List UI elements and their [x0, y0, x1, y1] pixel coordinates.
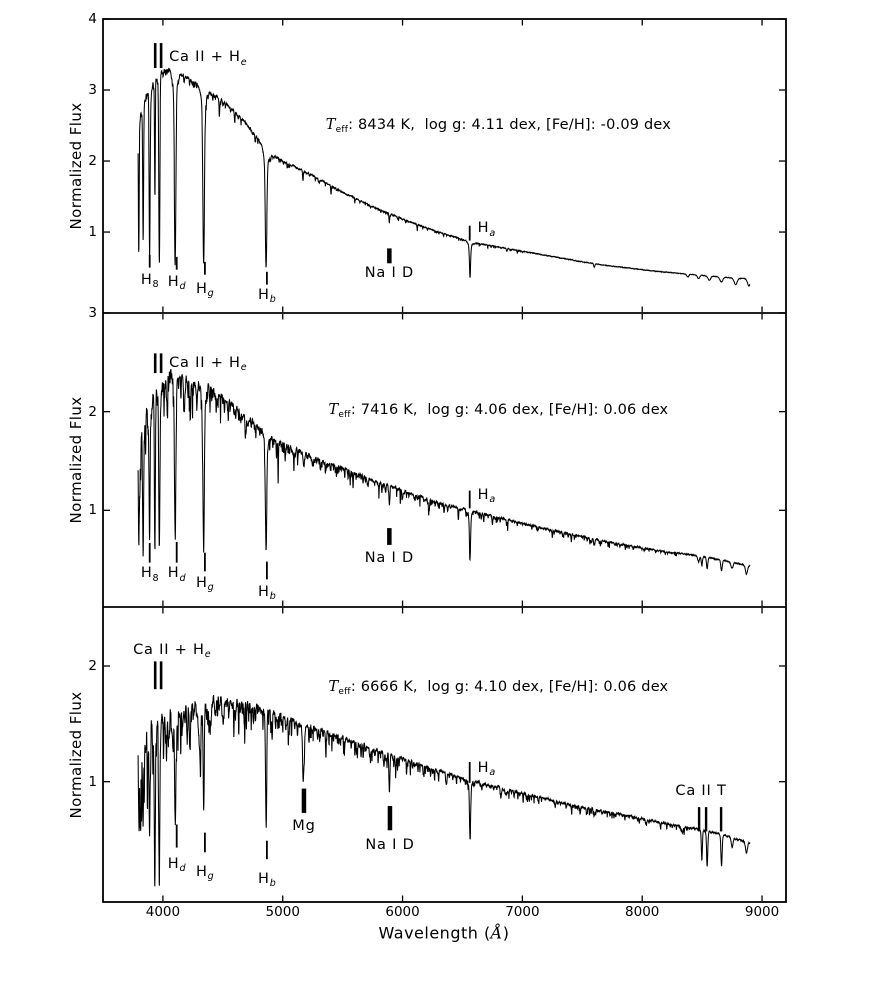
y-axis-label-panel-1-part: Normalized Flux: [67, 102, 85, 230]
param-label-panel-2-part: eff: [338, 409, 351, 420]
spectrum-curve-panel-3: [138, 695, 750, 886]
marker-bar-ca2-h-epsilon-0: [154, 43, 157, 68]
marker-bar-ca2-triplet-2: [720, 807, 722, 831]
annotation-h-gamma-panel-1-part: H: [195, 280, 208, 297]
annotation-ca2-h-epsilon-panel-3-part: e: [204, 648, 211, 660]
param-label-panel-1-part: T: [325, 116, 336, 133]
annotation-h-delta-panel-1-part: d: [179, 280, 186, 292]
marker-bar-h-delta-0: [176, 825, 178, 848]
spectrum-curve-panel-2: [138, 369, 750, 574]
annotation-h-alpha-panel-1-part: a: [489, 227, 496, 239]
marker-bar-h-alpha-0: [469, 226, 471, 241]
param-label-panel-2-part: : 7416 K, log g: 4.06 dex, [Fe/H]: 0.06 dex: [350, 401, 669, 418]
marker-bar-h-alpha-0: [469, 491, 471, 509]
marker-bar-h-delta-0: [176, 257, 178, 270]
marker-bar-mg-0: [302, 789, 307, 813]
y-axis-label-panel-2-part: Normalized Flux: [67, 396, 85, 524]
x-axis-label-part: ): [502, 923, 510, 943]
annotation-h-delta-panel-2-part: H: [167, 565, 180, 582]
marker-bar-ca2-h-epsilon-1: [160, 353, 163, 373]
marker-bar-h-beta-0: [266, 562, 268, 580]
annotation-h-8-panel-2-part: H: [140, 565, 153, 582]
annotation-h-alpha-panel-2-part: H: [477, 486, 490, 503]
annotation-h-gamma-panel-1-part: g: [207, 288, 214, 299]
x-axis-label-part: Å: [490, 923, 503, 943]
annotation-h-alpha-panel-1-part: H: [477, 220, 490, 237]
marker-bar-ca2-h-epsilon-0: [154, 661, 157, 689]
y-tick-label-panel-1-2-part: 2: [88, 153, 97, 170]
annotation-na-i-d-panel-1-part: Na I D: [364, 265, 414, 282]
annotation-h-delta-panel-1-part: H: [167, 273, 180, 290]
y-tick-label-panel-2-3-part: 3: [88, 305, 97, 321]
annotation-h-beta-panel-1-part: H: [258, 286, 270, 303]
param-label-panel-3-part: eff: [338, 686, 351, 697]
annotation-h-alpha-panel-3-part: H: [477, 759, 490, 776]
marker-bar-na-i-d-0: [387, 528, 392, 545]
x-tick-label-4000-part: 4000: [145, 904, 181, 920]
annotation-h-delta-panel-2-part: d: [179, 572, 186, 584]
param-label-panel-3-part: T: [328, 678, 339, 695]
marker-bar-h-beta-0: [266, 841, 268, 860]
marker-bar-ca2-h-epsilon-1: [160, 43, 163, 68]
param-label-panel-3-part: : 6666 K, log g: 4.10 dex, [Fe/H]: 0.06 dex: [350, 678, 669, 695]
y-tick-label-panel-1-4-part: 4: [88, 11, 97, 27]
marker-bar-h-beta-0: [266, 272, 268, 285]
x-axis-label-part: Wavelength (: [378, 923, 491, 943]
y-tick-label-panel-1-1-part: 1: [88, 224, 97, 241]
annotation-ca2-h-epsilon-panel-3-part: Ca II + H: [133, 641, 205, 658]
annotation-h-8-panel-2-part: 8: [152, 572, 159, 584]
annotation-h-beta-panel-3-part: H: [258, 870, 270, 887]
annotation-h-gamma-panel-3-part: H: [195, 863, 208, 880]
y-axis-label-panel-3-part: Normalized Flux: [67, 690, 85, 819]
annotation-ca2-triplet-panel-3-part: Ca II T: [675, 782, 727, 799]
marker-bar-na-i-d-0: [388, 806, 393, 830]
y-tick-label-panel-1-3-part: 3: [88, 82, 97, 98]
annotation-h-alpha-panel-2-part: a: [489, 493, 496, 505]
annotation-h-beta-panel-2-part: H: [258, 584, 270, 601]
marker-bar-h-8-0: [149, 543, 151, 563]
annotation-h-8-panel-1-part: H: [140, 271, 153, 288]
param-label-panel-1-part: : 8434 K, log g: 4.11 dex, [Fe/H]: -0.09 dex: [348, 116, 672, 133]
marker-bar-ca2-triplet-1: [705, 807, 707, 831]
annotation-h-gamma-panel-2-part: H: [195, 575, 208, 592]
x-tick-label-9000-part: 9000: [744, 904, 780, 920]
x-tick-label-7000-part: 7000: [505, 904, 540, 920]
annotation-ca2-h-epsilon-panel-2-part: Ca II + H: [169, 355, 241, 372]
marker-bar-h-gamma-0: [204, 833, 206, 853]
annotation-h-delta-panel-3-part: d: [179, 862, 186, 874]
y-tick-label-panel-2-1-part: 1: [88, 502, 97, 519]
annotation-ca2-h-epsilon-panel-1-part: e: [240, 56, 247, 68]
marker-bar-h-delta-0: [176, 542, 178, 563]
marker-bar-h-8-0: [149, 255, 151, 268]
annotation-ca2-h-epsilon-panel-2-part: e: [240, 362, 247, 374]
x-tick-label-5000-part: 5000: [265, 904, 300, 920]
y-tick-label-panel-2-2-part: 2: [88, 403, 97, 420]
annotation-h-beta-panel-2-part: b: [269, 591, 276, 603]
marker-bar-ca2-h-epsilon-1: [160, 661, 163, 689]
annotation-h-delta-panel-3-part: H: [167, 855, 180, 872]
annotation-h-8-panel-1-part: 8: [152, 278, 159, 290]
marker-bar-h-alpha-0: [469, 762, 471, 783]
marker-bar-h-gamma-0: [204, 553, 206, 572]
annotation-ca2-h-epsilon-panel-1-part: Ca II + H: [169, 49, 241, 66]
annotation-h-gamma-panel-2-part: g: [207, 582, 214, 594]
y-tick-label-panel-3-2-part: 2: [88, 658, 97, 674]
spectrum-curve-panel-1: [138, 69, 750, 286]
marker-bar-ca2-h-epsilon-0: [154, 353, 157, 373]
annotation-mg-panel-3-part: Mg: [292, 817, 316, 834]
plot-frame: [103, 19, 786, 902]
annotation-na-i-d-panel-2-part: Na I D: [364, 549, 414, 566]
annotation-h-alpha-panel-3-part: a: [489, 766, 496, 778]
x-tick-label-8000-part: 8000: [625, 904, 660, 920]
param-label-panel-1-part: eff: [335, 124, 349, 135]
x-tick-label-6000-part: 6000: [385, 904, 420, 920]
marker-bar-h-gamma-0: [204, 262, 206, 275]
annotation-h-beta-panel-3-part: b: [269, 878, 276, 890]
marker-bar-ca2-triplet-0: [698, 807, 700, 831]
y-tick-label-panel-3-1-part: 1: [88, 773, 97, 790]
annotation-h-beta-panel-1-part: b: [269, 293, 276, 305]
annotation-h-gamma-panel-3-part: g: [207, 871, 214, 883]
annotation-na-i-d-panel-3-part: Na I D: [365, 837, 415, 854]
marker-bar-na-i-d-0: [387, 248, 392, 263]
param-label-panel-2-part: T: [328, 401, 339, 418]
